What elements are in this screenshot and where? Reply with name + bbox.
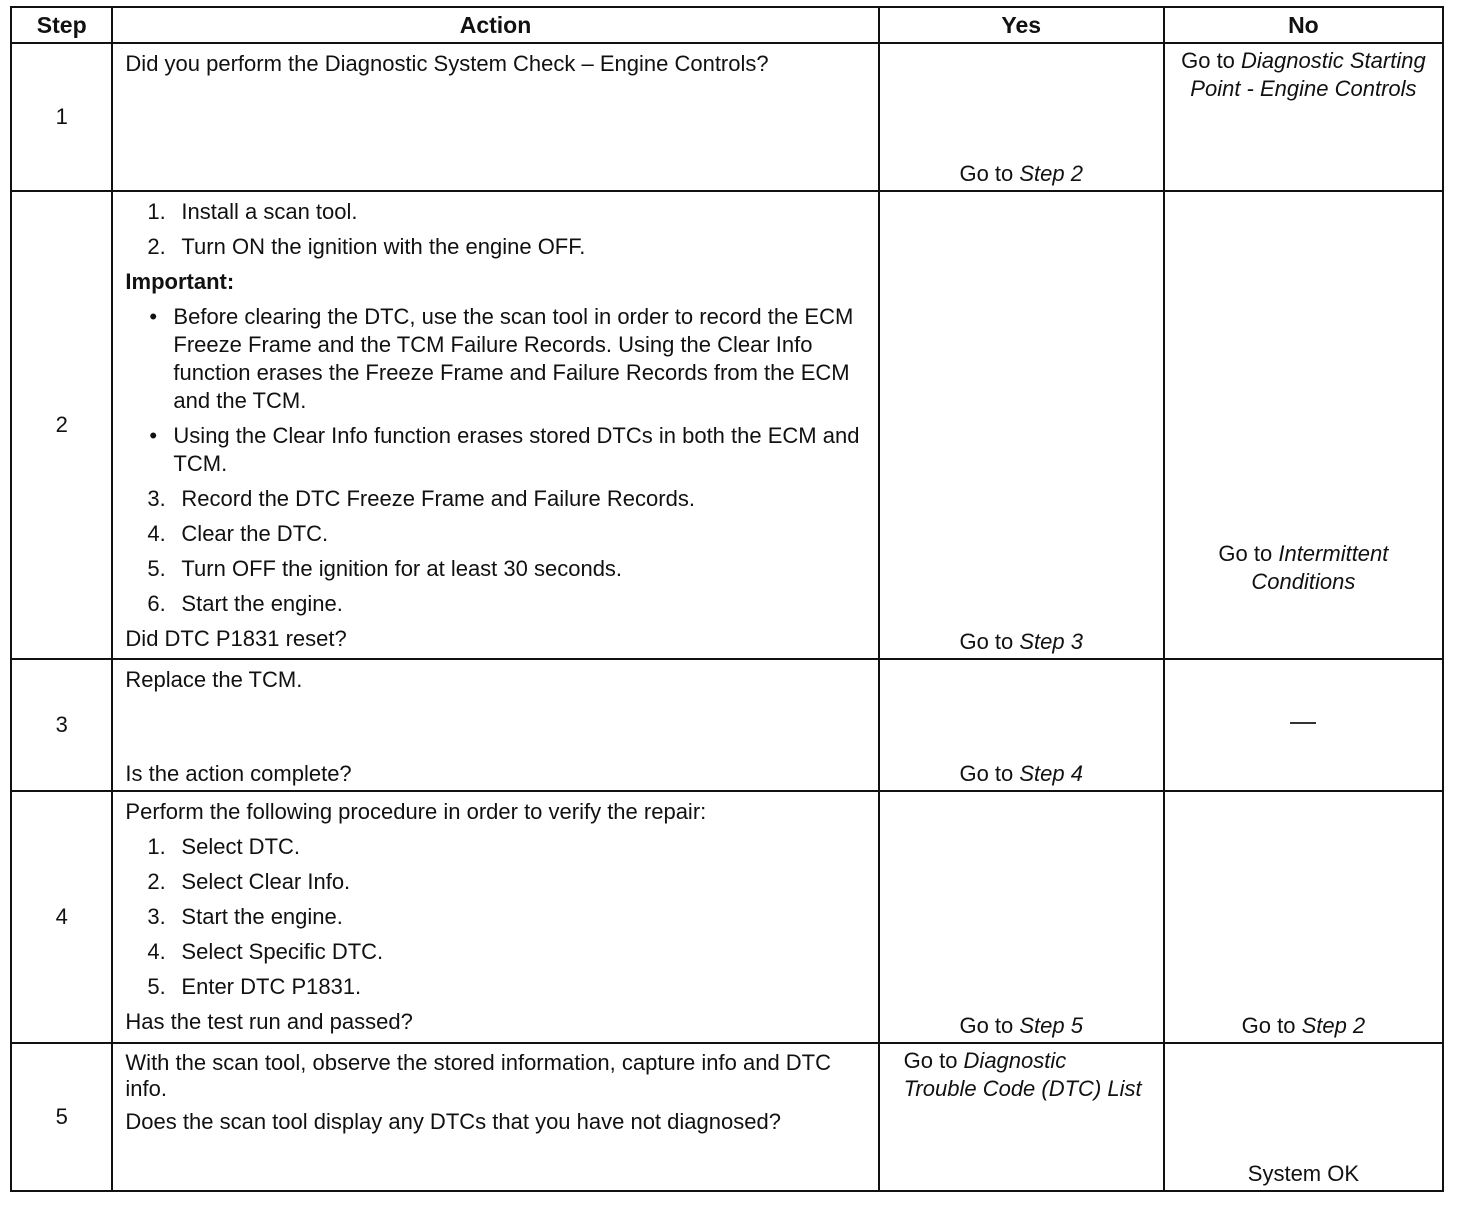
yes-target: Step 2 [1019,161,1083,186]
no-target: Step 2 [1301,1013,1366,1038]
important-label: Important: [125,269,235,294]
action-cell [112,659,878,791]
action-step: 1. Select DTC. [147,834,301,859]
no-prefix: Go to [1241,1013,1302,1038]
action-step: 3. Record the DTC Freeze Frame and Failure Records. [147,486,695,511]
table-row [11,1043,1443,1191]
no-prefix: Go to [1181,48,1242,73]
yes-reference[interactable] [880,628,1163,656]
action-step: 2. Turn ON the ignition with the engine OFF. [147,234,586,259]
no-cell [1164,1043,1443,1191]
action-cell [112,791,878,1043]
table-row [11,43,1443,191]
yes-target: Step 3 [1019,629,1083,654]
step-number: 4 [11,791,112,1043]
header-step: Step [11,7,112,43]
action-step: 6. Start the engine. [147,591,343,616]
header-action: Action [112,7,878,43]
yes-target: Diagnostic Trouble Code (DTC) List [903,1048,1142,1101]
action-intro: Perform the following procedure in order to verify the repair: [125,799,707,824]
step-number: 3 [11,659,112,791]
diagnostic-table [10,6,1444,1192]
action-cell [112,191,878,659]
yes-reference[interactable] [880,1012,1163,1040]
table-row [11,791,1443,1043]
yes-cell [879,659,1164,791]
header-yes: Yes [879,7,1164,43]
action-cell [112,43,878,191]
action-step: 4. Select Specific DTC. [147,939,384,964]
no-cell [1164,191,1443,659]
no-cell [1164,43,1443,191]
table-row [11,191,1443,659]
yes-prefix: Go to [959,161,1020,186]
no-target: Diagnostic Starting Point - Engine Controls [1190,48,1426,101]
yes-target: Step 4 [1019,761,1083,786]
step-number: 1 [11,43,112,191]
yes-prefix: Go to [903,1048,964,1073]
action-question: Did you perform the Diagnostic System Check – Engine Controls? [125,51,769,76]
yes-cell [879,43,1164,191]
header-row [11,7,1443,43]
yes-cell [879,791,1164,1043]
no-reference[interactable] [1165,47,1442,103]
no-cell [1164,659,1443,791]
yes-reference[interactable] [880,760,1163,788]
action-question: Did DTC P1831 reset? [125,626,347,651]
no-target: Intermittent Conditions [1251,541,1389,594]
no-text: System OK [1247,1161,1360,1186]
action-step: 2. Select Clear Info. [147,869,351,894]
action-instruction: Replace the TCM. [125,667,303,692]
no-reference[interactable] [1165,1012,1442,1040]
important-bullet: • Before clearing the DTC, use the scan tool in order to record the ECM Freeze Frame and the TCM Failure Records. Using the Clear Info function erases the Freeze Frame and Failure Records from the ECM and the TCM. [149,304,854,413]
table-row [11,659,1443,791]
action-question: Is the action complete? [125,761,352,786]
yes-reference[interactable] [880,1047,1163,1103]
no-reference[interactable] [1165,540,1442,596]
action-step: 3. Start the engine. [147,904,343,929]
action-step: 4. Clear the DTC. [147,521,329,546]
yes-cell [879,191,1164,659]
yes-reference[interactable] [880,160,1163,188]
yes-target: Step 5 [1019,1013,1083,1038]
header-no: No [1164,7,1443,43]
action-step: 5. Enter DTC P1831. [147,974,362,999]
no-dash [1290,722,1316,724]
step-number: 2 [11,191,112,659]
action-question: Does the scan tool display any DTCs that you have not diagnosed? [125,1109,781,1134]
no-prefix: Go to [1218,541,1279,566]
yes-prefix: Go to [959,1013,1020,1038]
action-step: 1. Install a scan tool. [147,199,358,224]
action-question: Has the test run and passed? [125,1009,413,1034]
action-cell [112,1043,878,1191]
action-step: 5. Turn OFF the ignition for at least 30 seconds. [147,556,623,581]
step-number: 5 [11,1043,112,1191]
yes-prefix: Go to [959,761,1020,786]
yes-cell [879,1043,1164,1191]
yes-prefix: Go to [959,629,1020,654]
action-instruction: With the scan tool, observe the stored information, capture info and DTC info. [125,1050,832,1101]
no-cell [1164,791,1443,1043]
important-bullet: • Using the Clear Info function erases stored DTCs in both the ECM and TCM. [149,423,860,476]
